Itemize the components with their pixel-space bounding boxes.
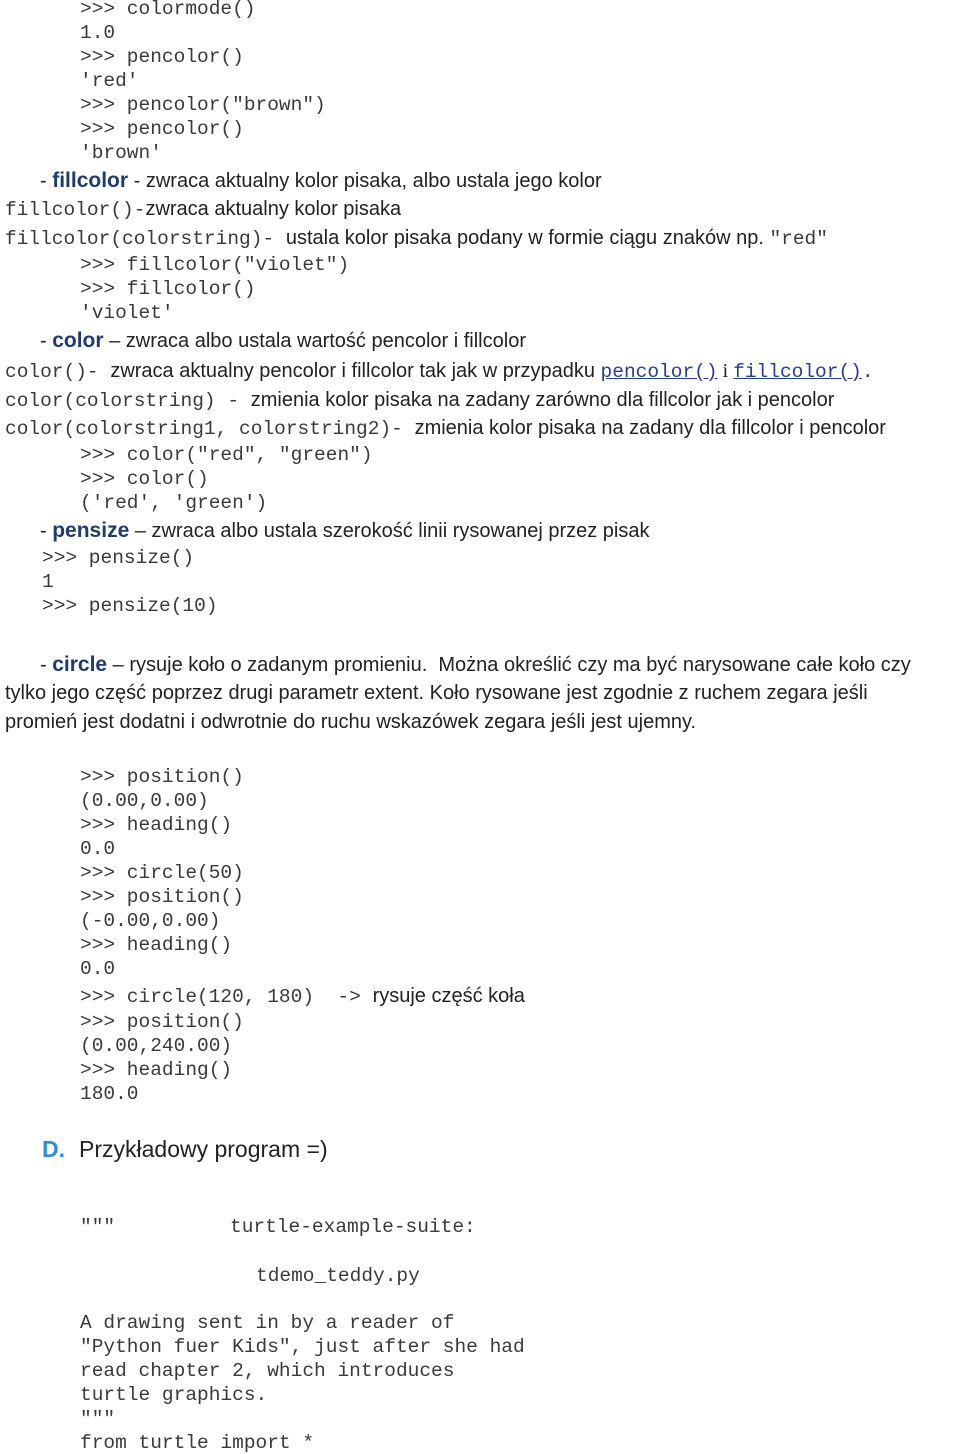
color-heading <box>40 330 526 351</box>
code-line: turtle-example-suite: <box>230 1216 476 1238</box>
pensize-description: – zwraca albo ustala szerokość linii rysowanej przez pisak <box>129 520 650 542</box>
color-setter2-line <box>5 418 886 440</box>
dash: - <box>40 654 53 676</box>
code-line: >>> fillcolor("violet") <box>80 254 350 276</box>
description: zwraca aktualny kolor pisaka <box>145 198 402 220</box>
circle-description: – rysuje koło o zadanym promieniu. Można określić czy ma być narysowane całe koło czy <box>107 654 911 676</box>
code-line: 0.0 <box>80 838 116 860</box>
paragraph-line: promień jest dodatni i odwrotnie do ruchu wskazówek zegara jeśli jest ujemny. <box>5 711 697 733</box>
description: zmienia kolor pisaka na zadany dla fillcolor i pencolor <box>414 417 886 439</box>
code-line: turtle graphics. <box>80 1384 268 1406</box>
code-line: >>> pencolor("brown") <box>80 94 326 116</box>
dash: - <box>40 170 53 192</box>
code-line: """ <box>80 1216 116 1238</box>
code-line: (0.00,0.00) <box>80 790 209 812</box>
code-line: 1.0 <box>80 22 116 44</box>
code-inline: fillcolor(colorstring)- <box>5 228 286 250</box>
code-line: A drawing sent in by a reader of <box>80 1312 455 1334</box>
code-line: from turtle import * <box>80 1432 315 1454</box>
fillcolor-link[interactable]: fillcolor() <box>733 361 862 383</box>
code-line: >>> position() <box>80 766 244 788</box>
description: rysuje część koła <box>372 985 525 1007</box>
color-description: – zwraca albo ustala wartość pencolor i fillcolor <box>103 330 526 352</box>
description: zmienia kolor pisaka na zadany zarówno dla fillcolor jak i pencolor <box>250 389 835 411</box>
paragraph-line: tylko jego część poprzez drugi parametr extent. Koło rysowane jest zgodnie z ruchem zegara jeśli <box>5 682 868 704</box>
code-line: >>> position() <box>80 886 244 908</box>
code-inline: fillcolor()- <box>5 199 146 221</box>
code-line: 'red' <box>80 70 139 92</box>
code-line: >>> heading() <box>80 1059 233 1081</box>
code-line: 180.0 <box>80 1083 139 1105</box>
code-inline: "red" <box>769 228 828 250</box>
code-line: 1 <box>42 571 54 593</box>
description: zwraca aktualny pencolor i fillcolor tak jak w przypadku <box>110 360 601 382</box>
period: . <box>861 361 874 383</box>
code-line: "Python fuer Kids", just after she had <box>80 1336 525 1358</box>
code-line: 0.0 <box>80 958 116 980</box>
conjunction: i <box>717 360 734 382</box>
fillcolor-description: - zwraca aktualny kolor pisaka, albo ustala jego kolor <box>128 170 602 192</box>
dash: - <box>40 330 53 352</box>
dash: - <box>40 520 53 542</box>
code-inline: color(colorstring1, colorstring2)- <box>5 418 415 440</box>
fillcolor-setter-line <box>5 228 828 250</box>
code-line: >>> pensize(10) <box>42 595 218 617</box>
section-letter: D. <box>42 1136 65 1162</box>
pencolor-link[interactable]: pencolor() <box>600 361 718 383</box>
code-line: >>> color("red", "green") <box>80 444 373 466</box>
code-line: >>> heading() <box>80 934 233 956</box>
code-line: >>> pensize() <box>42 547 195 569</box>
color-setter-line <box>5 390 834 412</box>
code-line: >>> circle(50) <box>80 862 244 884</box>
code-line: >>> pencolor() <box>80 46 244 68</box>
description: ustala kolor pisaka podany w formie ciągu znaków np. <box>285 227 770 249</box>
code-line: >>> position() <box>80 1011 244 1033</box>
circle-keyword: circle <box>52 653 108 676</box>
code-line: (0.00,240.00) <box>80 1035 233 1057</box>
circle-arc-line <box>80 986 525 1008</box>
section-heading <box>42 1138 328 1161</box>
code-inline: color()- <box>5 361 111 383</box>
circle-heading <box>40 654 911 675</box>
pensize-heading <box>40 520 649 541</box>
fillcolor-keyword: fillcolor <box>52 169 129 192</box>
code-line: """ <box>80 1408 116 1430</box>
code-inline: color(colorstring) - <box>5 390 251 412</box>
code-inline: >>> circle(120, 180) -> <box>80 986 373 1008</box>
fillcolor-heading <box>40 170 602 191</box>
code-line: >>> pencolor() <box>80 118 244 140</box>
section-title: Przykładowy program =) <box>79 1136 328 1162</box>
code-line: >>> colormode() <box>80 0 256 20</box>
code-line: >>> fillcolor() <box>80 278 256 300</box>
code-line: (-0.00,0.00) <box>80 910 221 932</box>
pensize-keyword: pensize <box>52 519 130 542</box>
color-keyword: color <box>52 329 104 352</box>
code-line: tdemo_teddy.py <box>256 1265 420 1287</box>
fillcolor-getter-line <box>5 199 401 221</box>
code-line: >>> heading() <box>80 814 233 836</box>
code-line: >>> color() <box>80 468 209 490</box>
code-line: read chapter 2, which introduces <box>80 1360 455 1382</box>
code-line: ('red', 'green') <box>80 492 268 514</box>
color-getter-line <box>5 361 874 383</box>
code-line: 'violet' <box>80 302 174 324</box>
code-line: 'brown' <box>80 142 162 164</box>
